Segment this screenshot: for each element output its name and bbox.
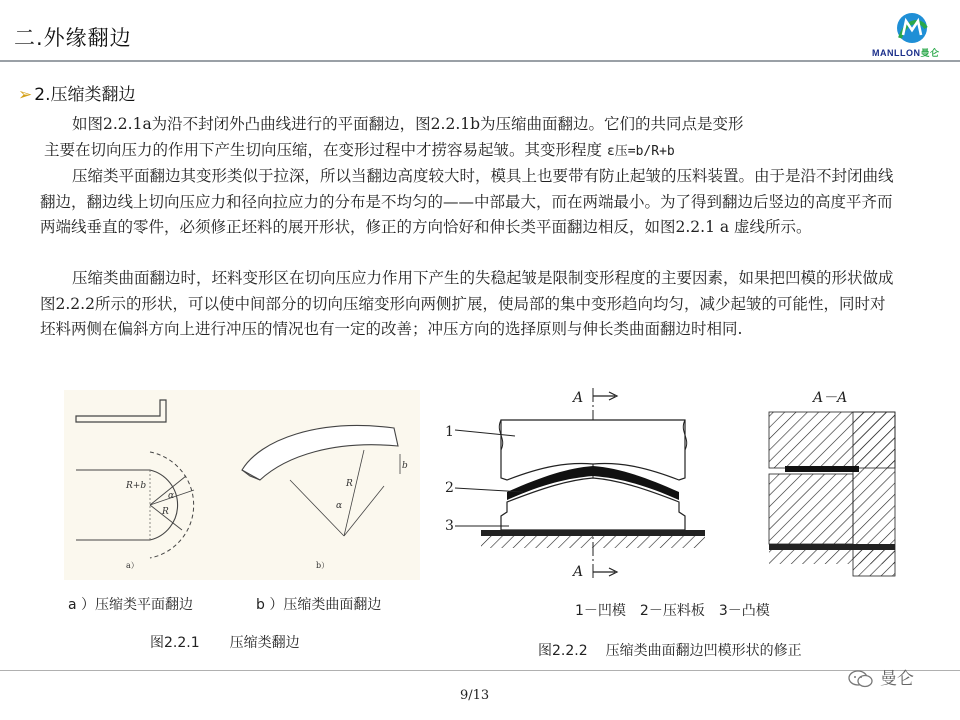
watermark: 曼仑 (848, 664, 914, 689)
page-number: 9/13 (460, 688, 490, 703)
section-heading: ➢ 2.压缩类翻边 (18, 85, 136, 105)
footer-divider (0, 670, 960, 671)
wechat-icon (848, 669, 874, 689)
sub-label-b: b） (316, 561, 330, 570)
label-alpha-plane: α (168, 491, 175, 501)
header-divider (0, 60, 960, 62)
bullet-arrow-icon: ➢ (18, 85, 33, 105)
figure-1-caption: 图2.2.1 压缩类翻边 (150, 635, 300, 651)
paragraph-3: 压缩类曲面翻边时，坯料变形区在切向压应力作用下产生的失稳起皱是限制变形程度的主要因素，如果把凹模的形状做成图2.2.2所示的形状，可以使中间部分的切向压缩变形向两侧扩展，使局部的集中变形趋向均匀，减少起皱的可能性，同时对坯料两侧在偏斜方向上进行冲压的情况也有一定的改善；冲压方向的选择原则与伸长类曲面翻边时相同. (40, 269, 894, 338)
label-a-top: A (573, 390, 584, 406)
slide-header (0, 0, 960, 62)
figure-1b-caption: b ）压缩类曲面翻边 (256, 597, 382, 613)
label-a-bottom: A (573, 564, 584, 580)
figure-2-caption: 图2.2.2 压缩类曲面翻边凹模形状的修正 (538, 643, 802, 659)
paragraph-1 (40, 112, 900, 164)
figure-2-legend: 1－凹模 2－压料板 3－凸模 (575, 603, 770, 619)
sub-label-a: a） (126, 561, 139, 570)
figure-2-2-1 (64, 390, 420, 580)
label-part-3: 3 (445, 518, 454, 534)
figure-2-2-1-drawing (64, 390, 420, 580)
logo-text: MANLLON曼仑 (872, 48, 940, 58)
label-b-curve: b (402, 461, 408, 471)
label-alpha-curve: α (336, 501, 343, 511)
figure-1a-caption: a ）压缩类平面翻边 (68, 597, 194, 613)
label-part-1: 1 (445, 424, 454, 440)
deformation-formula: ε压=b/R+b (606, 143, 675, 159)
figure-2-2-2 (443, 380, 913, 582)
label-r-plane: R (162, 507, 169, 517)
paragraph-1-line-1: 如图2.2.1a为沿不封闭外凸曲线进行的平面翻边，图2.2.1b为压缩曲面翻边。它们的共同点是变形 (72, 115, 744, 133)
label-r-curve: R (346, 479, 353, 489)
label-r-plus-b: R+b (126, 481, 147, 491)
label-part-2: 2 (445, 480, 454, 496)
paragraph-2: 压缩类平面翻边其变形类似于拉深，所以当翻边高度较大时，模具上也要带有防止起皱的压料装置。由于是沿不封闭曲线翻边，翻边线上切向压应力和径向拉应力的分布是不均匀的——中部最大，而在两端最小。为了得到翻边后竖边的高度平齐而两端线垂直的零件，必须修正坯料的展开形状，修正的方向恰好和伸长类平面翻边相反，如图2.2.1 a 虚线所示。 (40, 167, 894, 236)
paragraph-1-line-2: 主要在切向压力的作用下产生切向压缩，在变形过程中才捞容易起皱。其变形程度 ε压=b/R+b (44, 140, 675, 159)
label-section-a-a: A－A (813, 390, 848, 406)
slide-title: 二.外缘翻边 (14, 26, 132, 50)
figure-2-2-2-drawing (443, 380, 913, 582)
